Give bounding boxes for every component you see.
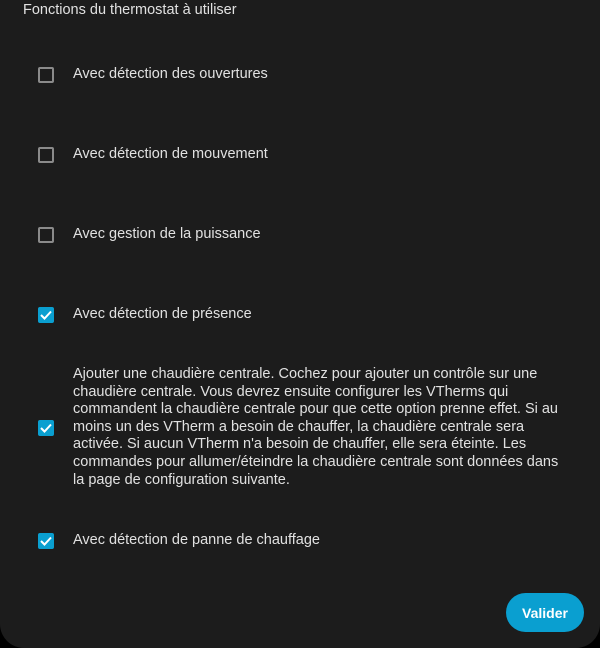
option-label: Avec détection de présence	[73, 306, 252, 322]
check-icon	[40, 536, 52, 546]
option-label: Avec détection de panne de chauffage	[73, 532, 320, 548]
option-label: Avec détection des ouvertures	[73, 66, 268, 82]
check-icon	[40, 423, 52, 433]
option-presence-detection[interactable]	[38, 306, 252, 324]
section-title: Fonctions du thermostat à utiliser	[23, 2, 237, 18]
checkbox-window-detection[interactable]	[38, 67, 54, 83]
option-motion-detection[interactable]	[38, 146, 268, 164]
option-heating-failure-detection[interactable]	[38, 532, 320, 550]
option-label: Ajouter une chaudière centrale. Cochez pour ajouter un contrôle sur une chaudière centrale. Vous devrez ensuite configurer les VTherms qui commandent la chaudière centrale pour que cette option prenne effet. Si au moins un des VTherm a besoin de chauffer, la chaudière centrale sera activée. Si aucun VTherm n'a besoin de chauffer, elle sera éteinte. Les commandes pour allumer/éteindre la chaudière centrale sont données dans la page de configuration suivante.	[73, 366, 559, 488]
submit-button[interactable]: Valider	[506, 593, 584, 632]
option-power-management[interactable]	[38, 226, 261, 244]
checkbox-presence-detection[interactable]	[38, 307, 54, 323]
option-label: Avec détection de mouvement	[73, 146, 268, 162]
option-label: Avec gestion de la puissance	[73, 226, 261, 242]
check-icon	[40, 310, 52, 320]
option-central-boiler[interactable]	[38, 366, 573, 489]
checkbox-motion-detection[interactable]	[38, 147, 54, 163]
checkbox-heating-failure-detection[interactable]	[38, 533, 54, 549]
checkbox-power-management[interactable]	[38, 227, 54, 243]
option-window-detection[interactable]	[38, 66, 268, 84]
checkbox-central-boiler[interactable]	[38, 420, 54, 436]
